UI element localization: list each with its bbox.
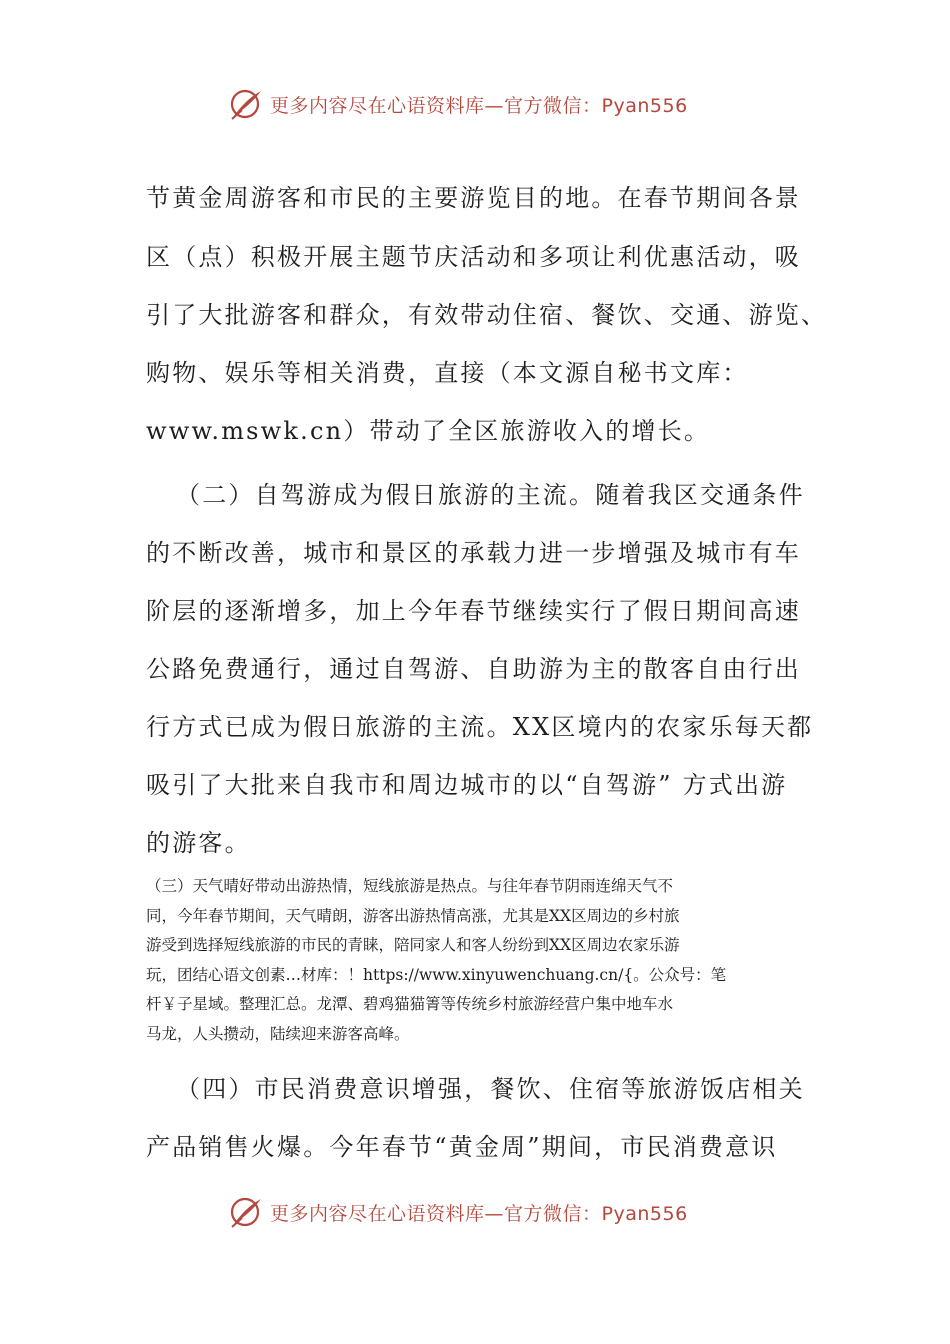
body-line: 阶层的逐渐增多，加上今年春节继续实行了假日期间高速 [146,597,801,625]
small-paragraph-line: 杆￥子星域。整理汇总。龙潭、碧鸡猫猫箐等传统乡村旅游经营户集中地车水 [146,995,674,1013]
small-paragraph-line: 同，今年春节期间，天气晴朗，游客出游热情高涨，尤其是XX区周边的乡村旅 [146,906,680,925]
body-line: 区（点）积极开展主题节庆活动和多项让利优惠活动，吸 [146,243,801,271]
body-line: 吸引了大批来自我市和周边城市的以“自驾游” 方式出游 [146,771,788,799]
feather-pen-logo-icon [228,86,264,122]
header-banner [228,84,748,124]
small-paragraph-line: 玩，团结心语文创素…材库：！https://www.xinyuwenchuang.cn/{。公众号：笔 [146,965,727,984]
small-paragraph-line: 马龙，人头攒动，陆续迎来游客高峰。 [146,1024,410,1043]
body-line: 的不断改善，城市和景区的承载力进一步增强及城市有车 [146,539,801,567]
body-line: 公路免费通行，通过自驾游、自助游为主的散客自由行出 [146,655,801,683]
body-line: 节黄金周游客和市民的主要游览目的地。在春节期间各景 [146,184,801,212]
body-line: 的游客。 [146,829,251,857]
body-line: 行方式已成为假日旅游的主流。XX区境内的农家乐每天都 [146,713,814,741]
body-line: 引了大批游客和群众，有效带动住宿、餐饮、交通、游览、 [146,301,828,329]
small-paragraph [146,872,806,1049]
feather-pen-logo-icon [228,1194,264,1230]
body-line: www.mswk.cn）带动了全区旅游收入的增长。 [146,417,711,445]
body-line: （四）市民消费意识增强，餐饮、住宿等旅游饭店相关 [176,1075,805,1103]
body-line: 购物、娱乐等相关消费，直接（本文源自秘书文库： [146,359,749,387]
body-line: （二）自驾游成为假日旅游的主流。随着我区交通条件 [176,481,805,509]
small-paragraph-line: （三）天气晴好带动出游热情，短线旅游是热点。与往年春节阴雨连绵天气不 [146,877,674,895]
small-paragraph-line: 游受到选择短线旅游的市民的青睐，陪同家人和客人纷纷到XX区周边农家乐游 [146,936,680,954]
body-line: 产品销售火爆。今年春节“黄金周”期间，市民消费意识 [146,1133,778,1161]
footer-banner-text: 更多内容尽在心语资料库—官方微信：Pyan556 [270,1202,688,1225]
header-banner-text: 更多内容尽在心语资料库—官方微信：Pyan556 [270,94,688,117]
footer-banner [228,1192,748,1232]
